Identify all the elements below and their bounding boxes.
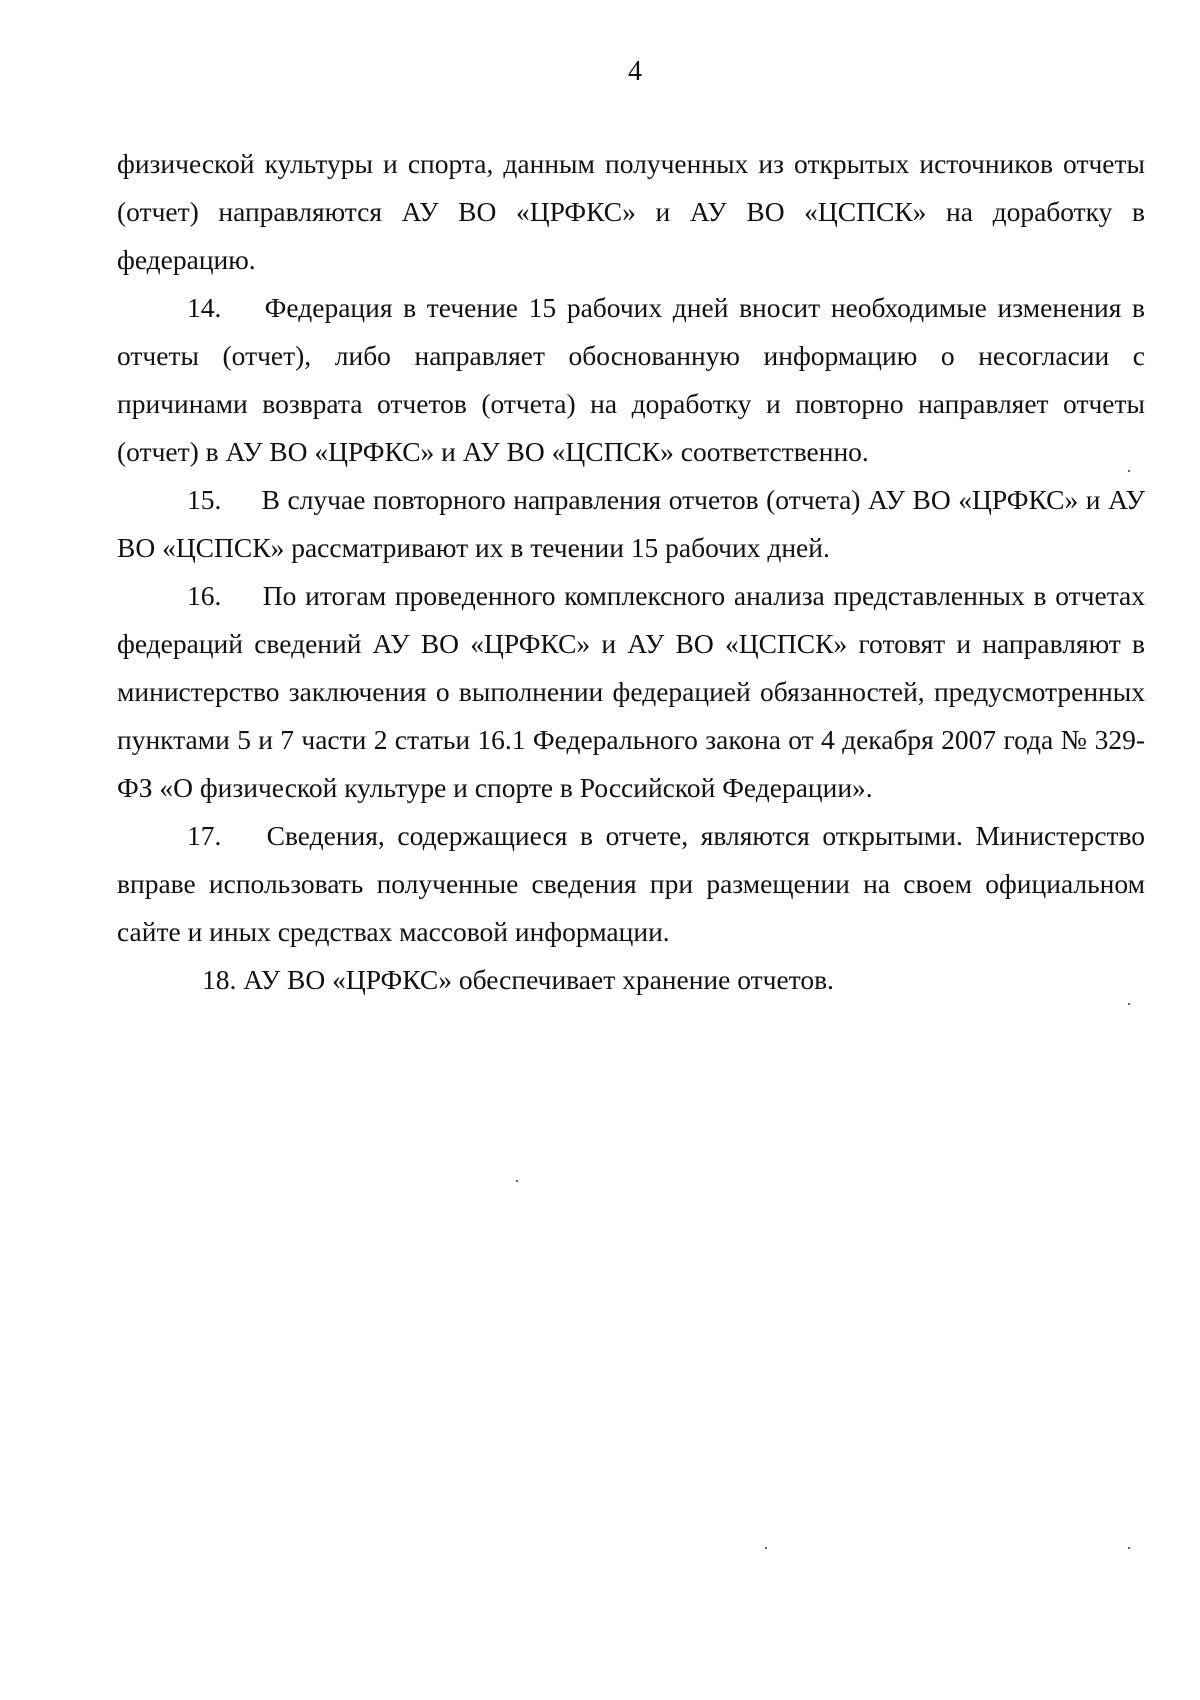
paragraph-number: 14.: [187, 292, 222, 323]
paragraph-number: 17.: [187, 820, 222, 851]
paragraph-text: Федерация в течение 15 рабочих дней вносит необходимые изменения в отчеты (отчет), либо направляет обоснованную информацию о несогласии с причинами возврата отчетов (отчета) на доработку и повторно направляет отчеты (отчет) в АУ ВО «ЦРФКС» и АУ ВО «ЦСПСК» соответственно.: [117, 292, 1146, 467]
paragraph-continuation: [117, 140, 1145, 284]
paragraph-text: физической культуры и спорта, данным полученных из открытых источников отчеты (отчет) направляются АУ ВО «ЦРФКС» и АУ ВО «ЦСПСК» на доработку в федерацию.: [117, 148, 1145, 275]
scan-speck: [1128, 1547, 1130, 1549]
paragraph-number: 15.: [187, 484, 222, 515]
paragraph-text: Сведения, содержащиеся в отчете, являются открытыми. Министерство вправе использовать полученные сведения при размещении на своем официальном сайте и иных средствах массовой информации.: [117, 820, 1146, 947]
paragraph-item-17: [117, 812, 1145, 956]
paragraph-item-15: [117, 476, 1145, 572]
paragraph-text: В случае повторного направления отчетов (отчета) АУ ВО «ЦРФКС» и АУ ВО «ЦСПСК» рассматривают их в течении 15 рабочих дней.: [117, 484, 1145, 563]
paragraph-text: По итогам проведенного комплексного анализа представленных в отчетах федераций сведений АУ ВО «ЦРФКС» и АУ ВО «ЦСПСК» готовят и направляют в министерство заключения о выполнении федерацией обязанностей, предусмотренных пунктами 5 и 7 части 2 статьи 16.1 Федерального закона от 4 декабря 2007 года № 329-ФЗ «О физической культуре и спорте в Российской Федерации».: [117, 580, 1145, 803]
scan-speck: [1128, 1003, 1130, 1005]
paragraph-item-18: [117, 956, 1145, 1004]
paragraph-item-16: [117, 572, 1145, 812]
document-body: [117, 140, 1145, 1004]
paragraph-number: 16.: [187, 580, 222, 611]
paragraph-text: 18. АУ ВО «ЦРФКС» обеспечивает хранение отчетов.: [202, 964, 834, 995]
page-number: 4: [628, 56, 642, 87]
scan-speck: [1128, 470, 1130, 472]
scan-speck: [765, 1547, 767, 1549]
scan-speck: [516, 1180, 518, 1182]
paragraph-item-14: [117, 284, 1145, 476]
